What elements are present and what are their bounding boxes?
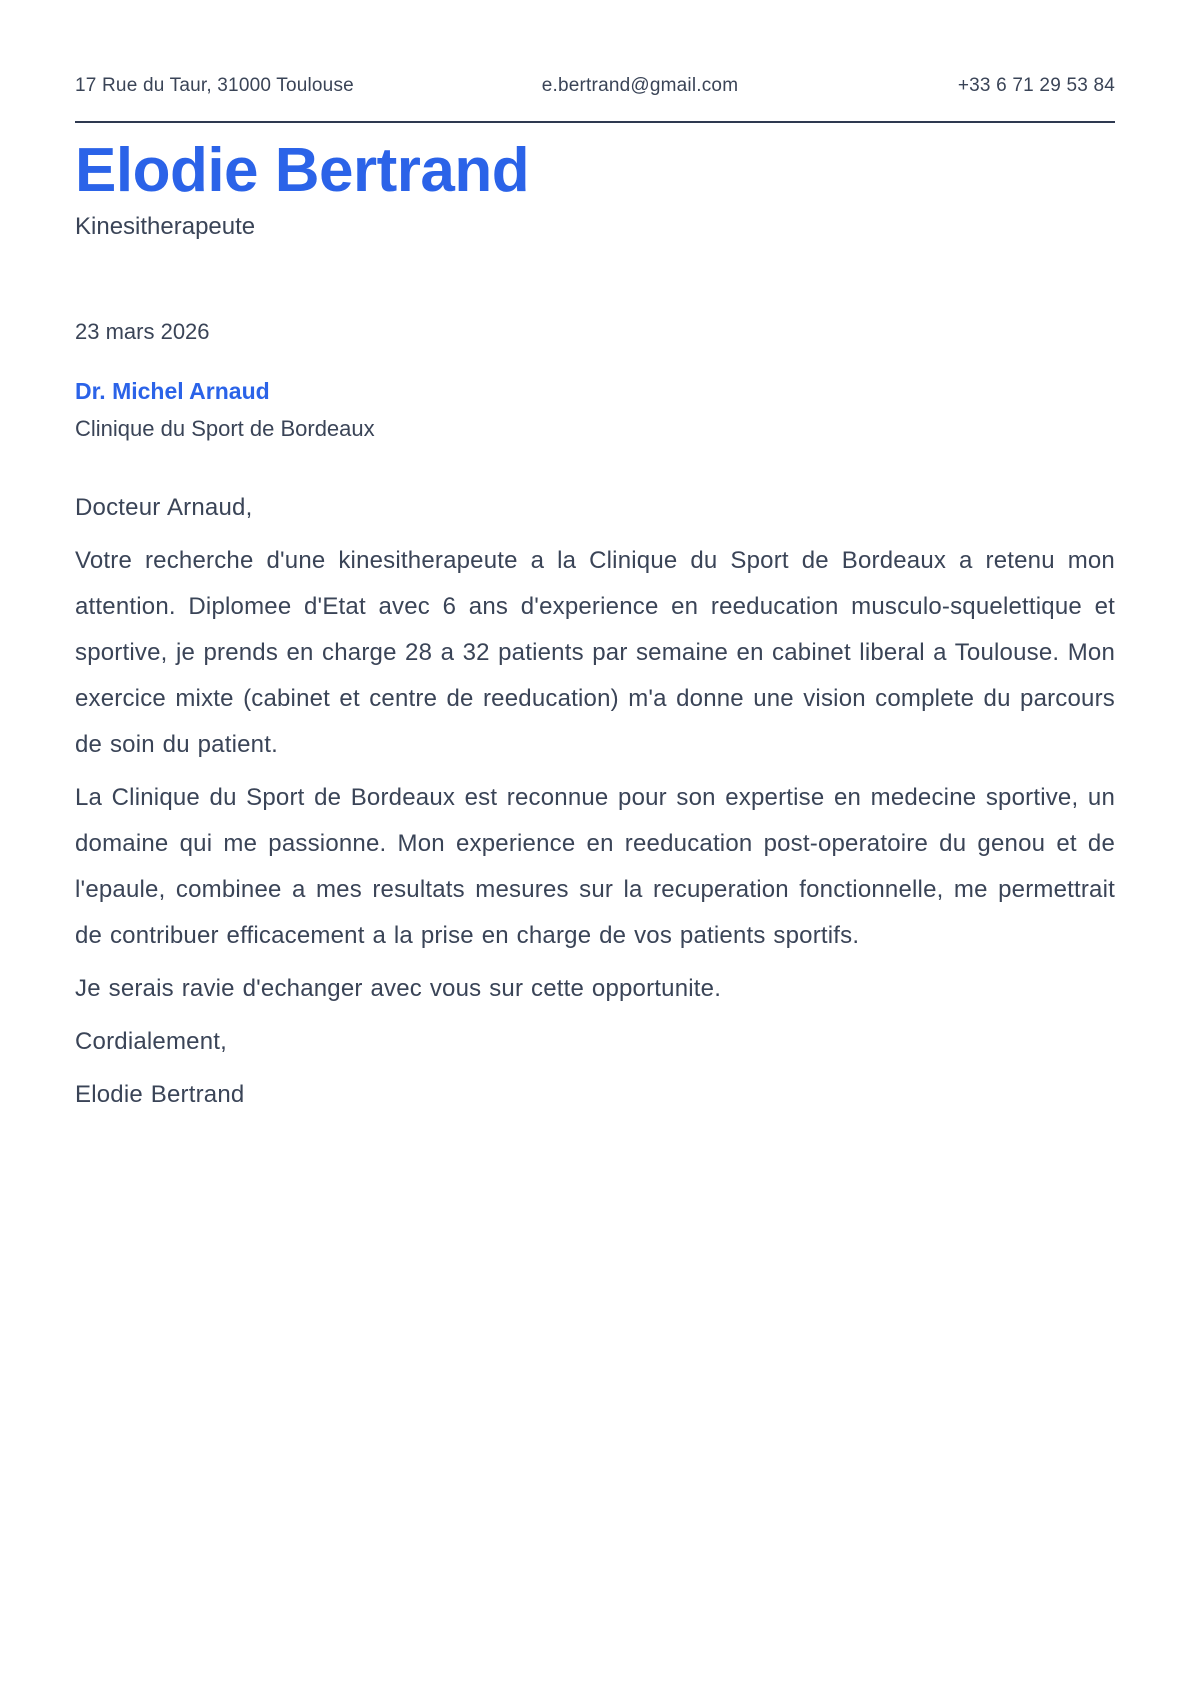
closing: Cordialement, [75, 1028, 228, 1055]
paragraph-3: Je serais ravie d'echanger avec vous sur cette opportunite. [75, 975, 722, 1002]
letter-body [75, 485, 1115, 1118]
contact-row [75, 75, 1115, 123]
letter-date: 23 mars 2026 [75, 319, 210, 344]
paragraph-2: La Clinique du Sport de Bordeaux est reconnue pour son expertise en medecine sportive, un domaine qui me passionne. Mon experience en reeducation post-operatoire du genou et de l'epaule, combinee a mes resultats mesures sur la recuperation fonctionnelle, me permettrait de contribuer efficacement a la prise en charge de vos patients sportifs. [75, 784, 1115, 949]
letter-header [75, 75, 1115, 123]
recipient-organization: Clinique du Sport de Bordeaux [75, 416, 375, 441]
contact-phone: +33 6 71 29 53 84 [957, 75, 1115, 96]
candidate-title: Kinesitherapeute [75, 213, 256, 240]
recipient-name: Dr. Michel Arnaud [75, 378, 270, 404]
candidate-name: Elodie Bertrand [75, 136, 530, 205]
contact-address: 17 Rue du Taur, 31000 Toulouse [75, 75, 354, 96]
contact-email: e.bertrand@gmail.com [541, 75, 739, 96]
paragraph-1: Votre recherche d'une kinesitherapeute a la Clinique du Sport de Bordeaux a retenu mon attention. Diplomee d'Etat avec 6 ans d'experience en reeducation musculo-squelettique et sportive, je prends en charge 28 a 32 patients par semaine en cabinet liberal a Toulouse. Mon exercice mixte (cabinet et centre de reeducation) m'a donne une vision complete du parcours de soin du patient. [75, 547, 1115, 758]
signature: Elodie Bertrand [75, 1081, 245, 1108]
salutation: Docteur Arnaud, [75, 494, 253, 521]
